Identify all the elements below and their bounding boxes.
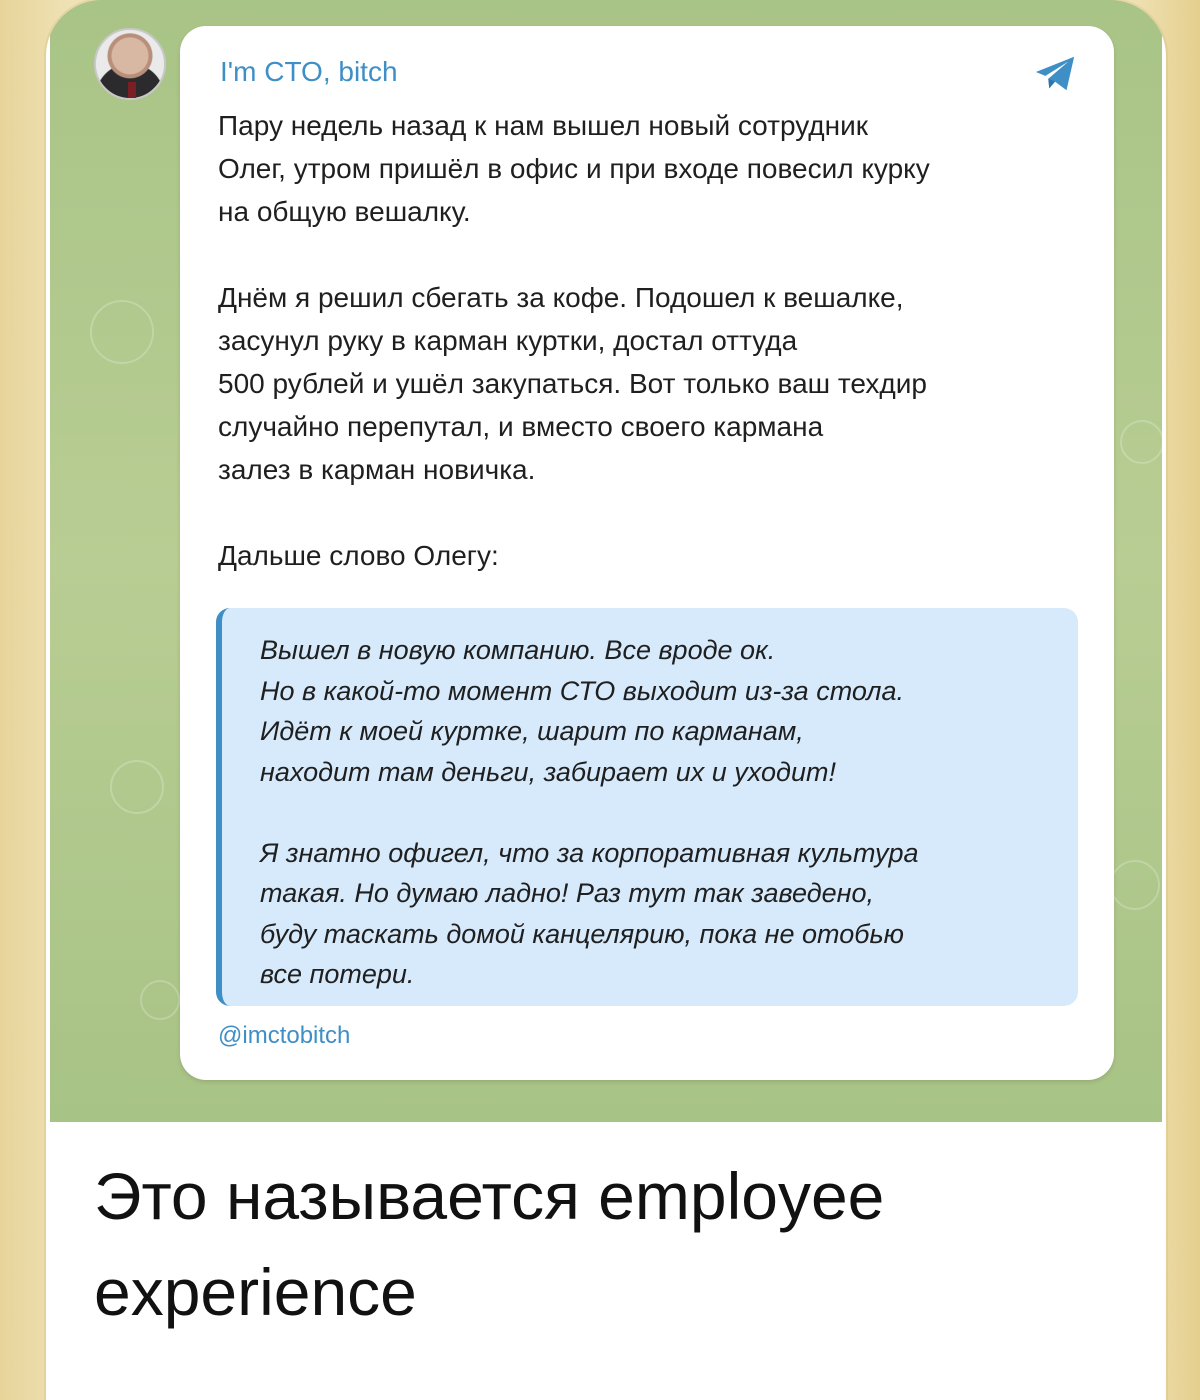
post-card: [46, 0, 1166, 1400]
message-text: Пару недель назад к нам вышел новый сотрудник Олег, утром пришёл в офис и при входе повесил курку на общую вешалку. Днём я решил сбегать за кофе. Подошел к вешалке, засунул руку в карман куртки, достал оттуда 500 рублей и ушёл закупаться. Вот только ваш техдир случайно перепутал, и вместо своего кармана залез в карман новичка. Дальше слово Олегу:: [218, 110, 930, 571]
caption: Это называется employee experience: [94, 1159, 885, 1329]
background-doodle: [1120, 420, 1162, 464]
telegram-screenshot: [50, 0, 1162, 1122]
background-doodle: [140, 980, 180, 1020]
background-doodle: [110, 760, 164, 814]
telegram-logo-icon: [1032, 50, 1078, 96]
quote-text: Вышел в новую компанию. Все вроде ок. Но в какой-то момент СТО выходит из-за стола. Идёт к моей куртке, шарит по карманам, находит там деньги, забирает их и уходит! Я знатно офигел, что за корпоративная культура такая. Но думаю ладно! Раз тут так заведено, буду таскать домой канцелярию, пока не отобью все потери.: [260, 635, 919, 989]
channel-name[interactable]: I'm CTO, bitch: [220, 56, 398, 87]
channel-handle-link[interactable]: @imctobitch: [218, 1022, 351, 1049]
blockquote: [216, 608, 1078, 1006]
channel-avatar[interactable]: [94, 28, 166, 100]
message-bubble: [180, 26, 1114, 1080]
background-doodle: [90, 300, 154, 364]
avatar-tie: [128, 82, 136, 98]
background-doodle: [1110, 860, 1160, 910]
